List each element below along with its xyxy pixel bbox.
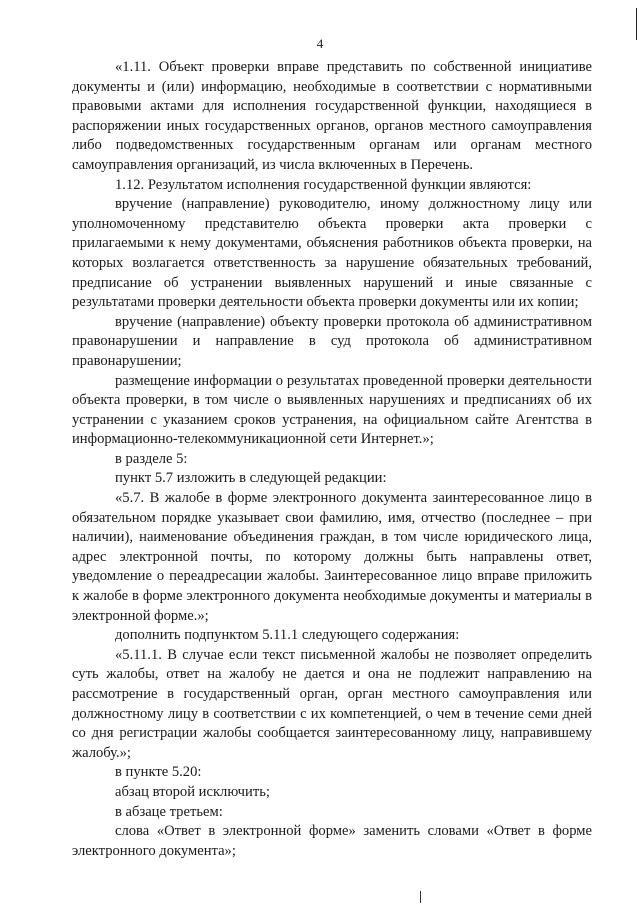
paragraph-subitem-5-11-1-intro: дополнить подпунктом 5.11.1 следующего содержания:	[115, 627, 460, 644]
paragraph-item-5-20: в пункте 5.20:	[115, 764, 202, 781]
scan-bottom-mark	[420, 891, 421, 903]
paragraph-item-5-7: «5.7. В жалобе в форме электронного документа заинтересованное лицо в обязательном порядке указывает свои фамилию, имя, отчество (последнее – при наличии), наименование объединения граждан, в том числе юридического лица, адрес электронной почты, по которому должны быть направлены ответ, уведомление о переадресации жалобы. Заинтересованное лицо вправе приложить к жалобе в форме электронного документа необходимые документы и материалы в электронной форме.»;	[72, 490, 592, 624]
paragraph-replace-words: слова «Ответ в электронной форме» заменить словами «Ответ в форме электронного документа»;	[72, 823, 592, 859]
paragraph-1-11: «1.11. Объект проверки вправе представить по собственной инициативе документы и (или) информацию, необходимые в соответствии с нормативными правовыми актами для исполнения государственной функции, находящиеся в распоряжении иных государственных органов, органов местного самоуправления либо подведомственных государственным органам или органам местного самоуправления организаций, из числа включенных в Перечень.	[72, 59, 592, 173]
paragraph-second-abzac: абзац второй исключить;	[115, 783, 270, 800]
paragraph-result-publication: размещение информации о результатах проведенной проверки деятельности объекта проверки, в том числе о выявленных нарушениях и предписаниях об их устранении с указанием сроков устранения, на официальном сайте Агентства в информационно-телекоммуникационной сети Интернет.»;	[72, 372, 592, 448]
document-body	[72, 58, 592, 861]
paragraph-result-delivery: вручение (направление) руководителю, иному должностному лицу или уполномоченному представителю объекта проверки акта проверки с прилагаемыми к нему документами, объяснения работников объекта проверки, на которых возлагается ответственность за нарушение обязательных требований, предписание об устранении выявленных нарушений и иные связанные с результатами проверки деятельности объекта проверки документы или их копии;	[72, 196, 592, 311]
page-number: 4	[316, 36, 324, 51]
paragraph-subitem-5-11-1: «5.11.1. В случае если текст письменной жалобы не позволяет определить суть жалобы, ответ на жалобу не дается и она не подлежит направлению на рассмотрение в государственный орган, орган местного самоуправления или должностному лицу в соответствии с их компетенцией, о чем в течение семи дней со дня регистрации жалобы сообщается заинтересованному лицу, направившему жалобу.»;	[72, 646, 592, 761]
paragraph-third-abzac: в абзаце третьем:	[115, 803, 223, 820]
paragraph-item-5-7-intro: пункт 5.7 изложить в следующей редакции:	[115, 470, 387, 487]
paragraph-section-5: в разделе 5:	[115, 450, 188, 467]
paragraph-1-12: 1.12. Результатом исполнения государственной функции являются:	[115, 176, 532, 193]
paragraph-result-protocol: вручение (направление) объекту проверки протокола об административном правонарушении и направление в суд протокола об административном правонарушении;	[72, 313, 592, 369]
